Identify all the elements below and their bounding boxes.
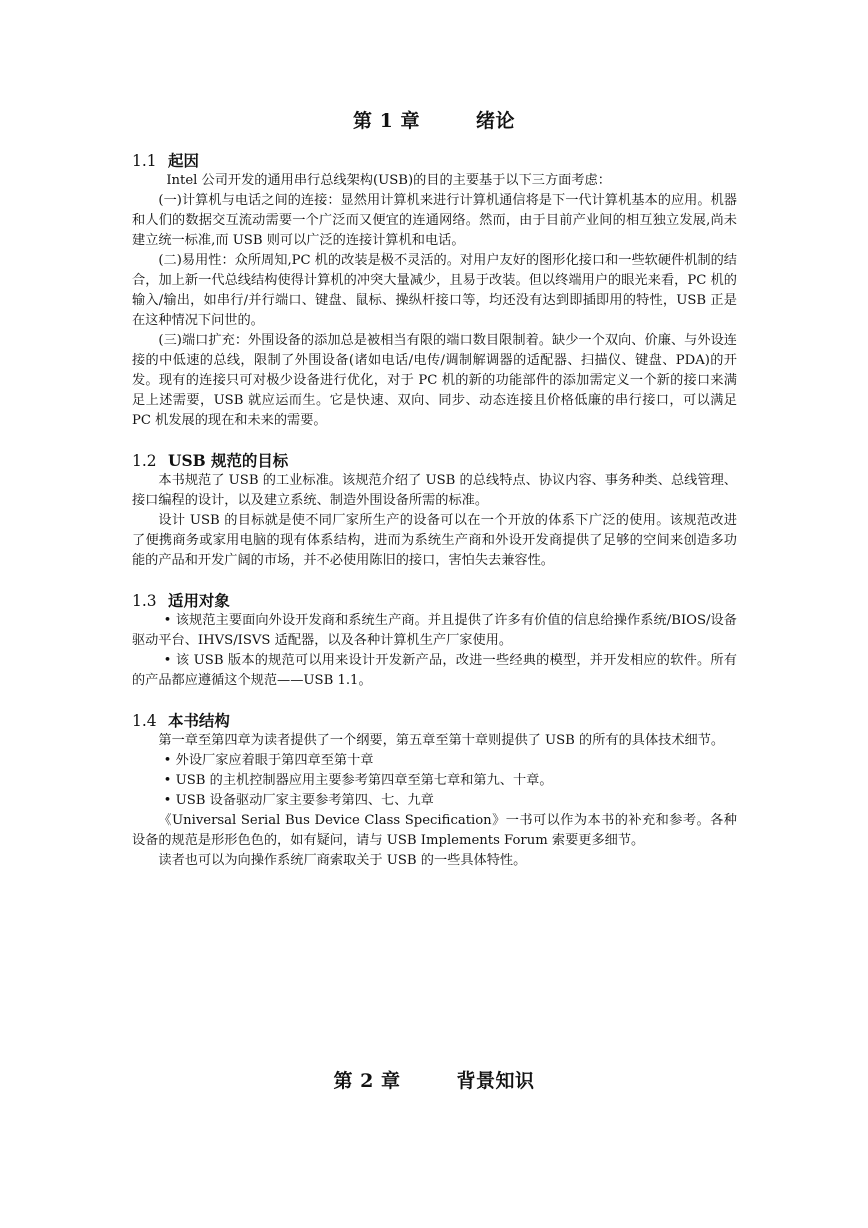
section-heading: 1.4 本书结构 (132, 712, 230, 730)
bullet-item: • 外设厂家应着眼于第四章至第十章 (163, 753, 374, 768)
bullet-item: • USB 设备驱动厂家主要参考第四、七、九章 (163, 793, 434, 808)
paragraph: (二)易用性：众所周知,PC 机的改装是极不灵活的。对用户友好的图形化接口和一些软硬件机制的结合，加上新一代总线结构使得计算机的冲突大量减少，且易于改装。但以终端用户的眼光来看，PC 机的输入/输出，如串行/并行端口、键盘、鼠标、操纵杆接口等，均还没有达到即插即用的特性，USB 正是在这种情况下问世的。 (132, 253, 737, 328)
bullet-item: • USB 的主机控制器应用主要参考第四章至第七章和第九、十章。 (163, 773, 553, 788)
section-heading: 1.3 适用对象 (132, 592, 230, 610)
section-1-4 (132, 711, 737, 871)
paragraph: Intel 公司开发的通用串行总线架构(USB)的目的主要基于以下三方面考虑： (166, 173, 611, 188)
bullet-item: • 该 USB 版本的规范可以用来设计开发新产品，改进一些经典的模型，并开发相应的软件。所有的产品都应遵循这个规范——USB 1.1。 (132, 653, 737, 688)
section-heading: 1.2 USB 规范的目标 (132, 452, 289, 470)
paragraph: (三)端口扩充：外围设备的添加总是被相当有限的端口数目限制着。缺少一个双向、价廉、与外设连接的中低速的总线，限制了外围设备(诸如电话/电传/调制解调器的适配器、扫描仪、键盘、PDA)的开发。现有的连接只可对极少设备进行优化，对于 PC 机的新的功能部件的添加需定义一个新的接口来满足上述需要，USB 就应运而生。它是快速、双向、同步、动态连接且价格低廉的串行接口，可以满足 PC 机发展的现在和未来的需要。 (132, 333, 737, 428)
paragraph: 本书规范了 USB 的工业标准。该规范介绍了 USB 的总线特点、协议内容、事务种类、总线管理、接口编程的设计，以及建立系统、制造外围设备所需的标准。 (132, 473, 737, 508)
chapter-1-title (0, 106, 868, 133)
chapter-1-number: 第 1 章 (353, 110, 420, 132)
paragraph: (一)计算机与电话之间的连接：显然用计算机来进行计算机通信将是下一代计算机基本的应用。机器和人们的数据交互流动需要一个广泛而又便宜的连通网络。然而，由于目前产业间的相互独立发展,尚未建立统一标准,而 USB 则可以广泛的连接计算机和电话。 (132, 193, 737, 248)
paragraph: 《Universal Serial Bus Device Class Specification》一书可以作为本书的补充和参考。各种设备的规范是形形色色的，如有疑问，请与 USB Implements Forum 索要更多细节。 (132, 813, 737, 848)
section-1-3 (132, 591, 737, 691)
section-1-2 (132, 451, 737, 571)
section-heading: 1.1 起因 (132, 152, 199, 170)
chapter-1-body (132, 151, 737, 871)
paragraph: 读者也可以为向操作系统厂商索取关于 USB 的一些具体特性。 (158, 853, 527, 868)
section-1-1 (132, 151, 737, 431)
paragraph: 设计 USB 的目标就是使不同厂家所生产的设备可以在一个开放的体系下广泛的使用。该规范改进了便携商务或家用电脑的现有体系结构，进而为系统生产商和外设开发商提供了足够的空间来创造多功能的产品和开发广阔的市场，并不必使用陈旧的接口，害怕失去兼容性。 (132, 513, 737, 568)
chapter-2-name: 背景知识 (456, 1070, 535, 1092)
paragraph: 第一章至第四章为读者提供了一个纲要，第五章至第十章则提供了 USB 的所有的具体技术细节。 (158, 733, 725, 748)
chapter-2-title (0, 1066, 868, 1093)
bullet-item: • 该规范主要面向外设开发商和系统生产商。并且提供了许多有价值的信息给操作系统/BIOS/设备驱动平台、IHVS/ISVS 适配器，以及各种计算机生产厂家使用。 (132, 613, 737, 648)
chapter-1-name: 绪论 (475, 110, 515, 132)
chapter-2-number: 第 2 章 (333, 1070, 401, 1092)
